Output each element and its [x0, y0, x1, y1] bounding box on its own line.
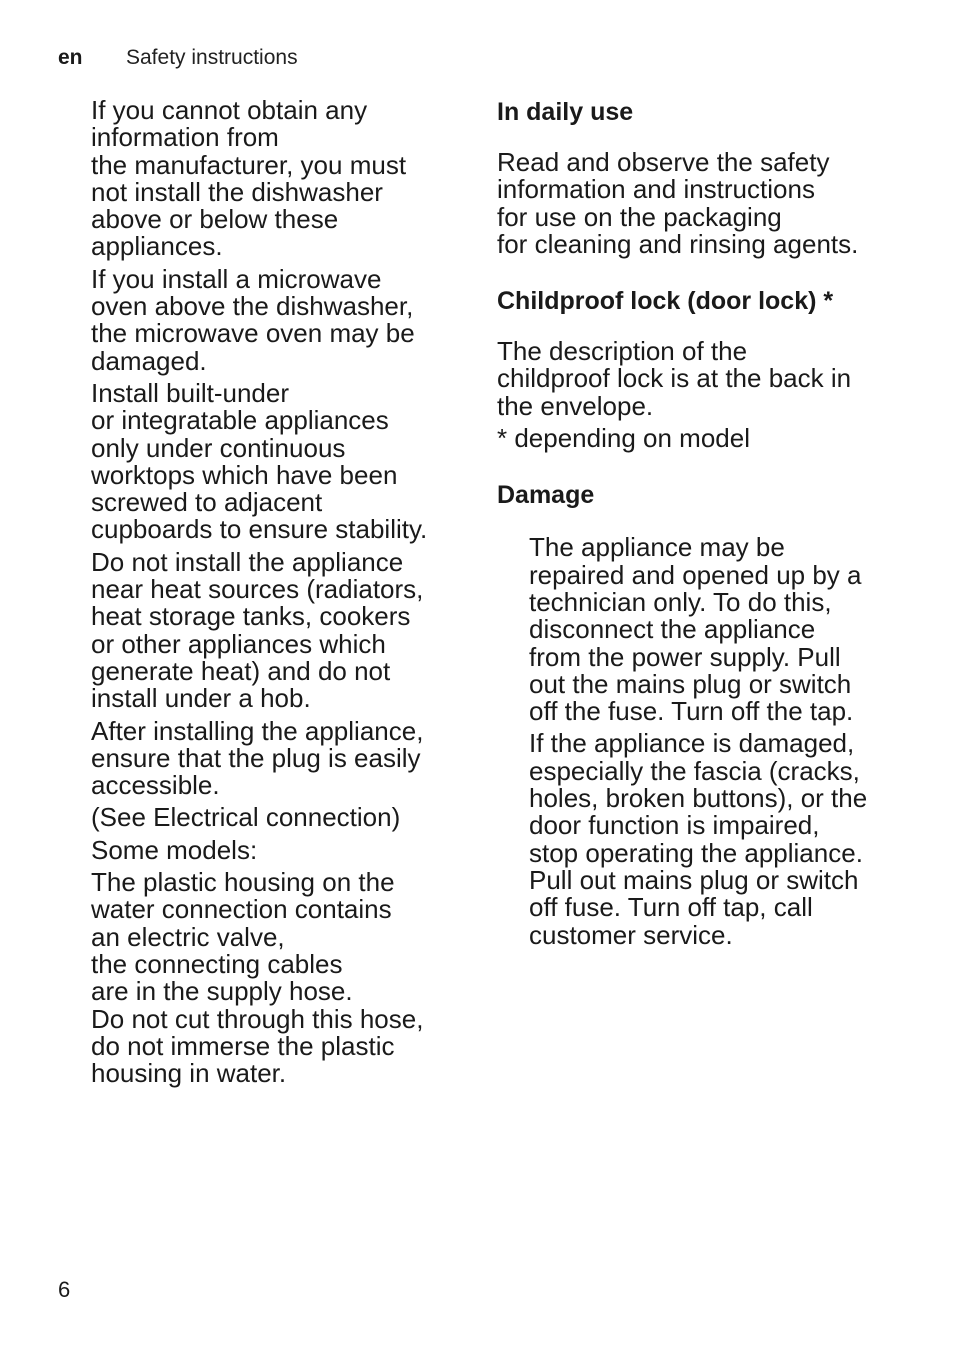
left-column — [91, 97, 466, 1092]
paragraph-manufacturer-info: If you cannot obtain any information from the manufacturer, you must not install the dishwasher above or below these appliances. — [91, 95, 407, 262]
page-number: 6 — [58, 1277, 71, 1302]
language-code: en — [58, 46, 83, 69]
paragraph-some-models: Some models: — [91, 834, 258, 865]
paragraph-microwave: If you install a microwave oven above the dishwasher, the microwave oven may be damaged. — [91, 263, 415, 376]
paragraph-plug-access: After installing the appliance, ensure that the plug is easily accessible. — [91, 715, 424, 801]
paragraph-repair: The appliance may be repaired and opened up by a technician only. To do this, disconnect the appliance from the power supply. Pull out the mains plug or switch off the fuse. Turn off the tap. — [529, 532, 862, 727]
heading-damage: Damage — [497, 481, 595, 510]
paragraph-built-under: Install built-under or integratable appliances only under continuous worktops which have been screwed to adjacent cupboards to ensure stability. — [91, 377, 428, 545]
paragraph-electrical-reference: (See Electrical connection) — [91, 802, 401, 833]
paragraph-daily-use: Read and observe the safety information and instructions for use on the packaging for cleaning and rinsing agents. — [497, 147, 859, 259]
paragraph-heat-sources: Do not install the appliance near heat sources (radiators, heat storage tanks, cookers or other appliances which generate heat) and do not install under a hob. — [91, 546, 424, 714]
paragraph-damaged-appliance: If the appliance is damaged, especially the fascia (cracks, holes, broken buttons), or the door function is impaired, stop operating the appliance. Pull out mains plug or switch off fuse. Turn off tap, call customer service. — [529, 728, 868, 950]
section-title: Safety instructions — [126, 46, 298, 69]
heading-childproof-lock: Childproof lock (door lock) * — [497, 287, 834, 316]
heading-daily-use: In daily use — [497, 98, 634, 126]
footnote-model: * depending on model — [497, 423, 750, 454]
paragraph-plastic-housing: The plastic housing on the water connection contains an electric valve, the connecting cables are in the supply hose. Do not cut through this hose, do not immerse the plastic housing in water. — [91, 867, 424, 1089]
paragraph-childproof-lock: The description of the childproof lock is at the back in the envelope. — [497, 336, 852, 421]
right-column — [497, 97, 897, 954]
